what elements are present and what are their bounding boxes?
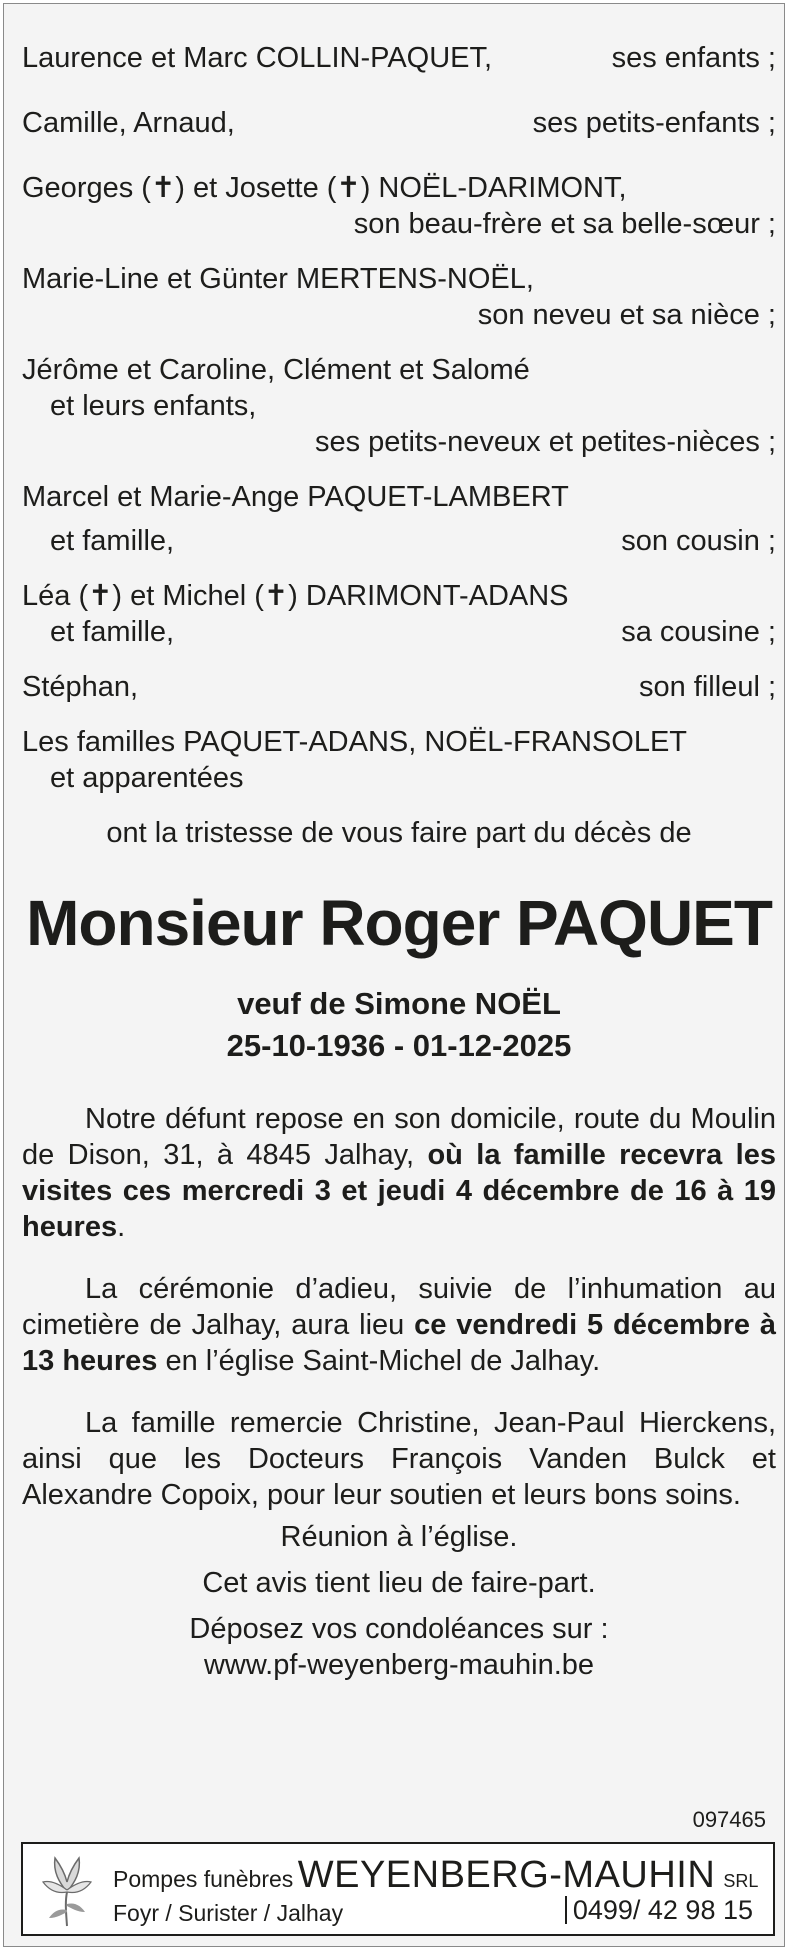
ceremony-place: en l’église Saint-Michel de Jalhay. [157, 1345, 601, 1377]
family-entry [22, 261, 776, 333]
family-relation: son beau-frère et sa belle-sœur ; [353, 208, 776, 240]
family-entry [22, 40, 776, 76]
family-relation: ses petits-enfants ; [532, 107, 776, 139]
family-names: Marcel et Marie-Ange PAQUET-LAMBERT [22, 481, 569, 513]
reference-number: 097465 [692, 1807, 766, 1832]
funeral-home-name [113, 1854, 758, 1897]
announcement-intro: ont la tristesse de vous faire part du décès de [106, 817, 692, 849]
ceremony-datetime: ce vendredi 5 décembre à 13 heures [22, 1309, 776, 1377]
lily-flower-icon [41, 1852, 93, 1928]
family-relation: ses petits-neveux et petites-nièces ; [314, 426, 776, 458]
family-entry [22, 105, 776, 141]
family-relation: son neveu et sa nièce ; [477, 299, 776, 331]
deceased-spouse: veuf de Simone NOËL [237, 986, 561, 1021]
funeral-home-locations: Foyr / Surister / Jalhay [113, 1900, 344, 1926]
family-names: Jérôme et Caroline, Clément et Salomé [22, 354, 530, 386]
visitation-text: Notre défunt repose en son domicile, route du Moulin de Dison, 31, à 4845 Jalhay, [22, 1103, 776, 1171]
family-entry [22, 352, 776, 460]
obituary-card [3, 3, 785, 1947]
thanks-paragraph: La famille remercie Christine, Jean-Paul Hierckens, ainsi que les Docteurs François Vanden Bulck et Alexandre Copoix, pour leur soutien et leurs bons soins. [22, 1407, 776, 1511]
deceased-name: Monsieur Roger PAQUET [26, 887, 772, 959]
ceremony-text: La cérémonie d’adieu, suivie de l’inhumation au cimetière de Jalhay, aura lieu [22, 1273, 776, 1341]
family-entry [22, 578, 776, 650]
family-entry [22, 170, 776, 242]
family-names: et apparentées [50, 762, 244, 794]
family-relation: son cousin ; [621, 525, 776, 557]
funeral-home-banner [21, 1842, 775, 1936]
ceremony-paragraph [22, 1271, 776, 1379]
avis-note: Cet avis tient lieu de faire-part. [202, 1567, 596, 1599]
visitation-paragraph [22, 1101, 776, 1245]
family-names: Léa (✝) et Michel (✝) DARIMONT-ADANS [22, 580, 569, 612]
family-names: Georges (✝) et Josette (✝) NOËL-DARIMONT, [22, 172, 627, 204]
family-entry [22, 724, 776, 796]
funeral-home-legal: SRL [723, 1871, 759, 1891]
family-relation: son filleul ; [638, 671, 776, 703]
obituary-content [22, 40, 776, 1683]
family-relation: sa cousine ; [621, 616, 776, 648]
condolences-website: www.pf-weyenberg-mauhin.be [203, 1649, 595, 1681]
family-entry [22, 479, 776, 559]
family-names: Les familles PAQUET-ADANS, NOËL-FRANSOLET [22, 726, 688, 758]
family-relation: ses enfants ; [611, 42, 776, 74]
family-names: et famille, [50, 525, 175, 557]
visitation-hours: où la famille recevra les visites ces mercredi 3 et jeudi 4 décembre de 16 à 19 heures [22, 1139, 776, 1243]
family-names: Marie-Line et Günter MERTENS-NOËL, [22, 263, 534, 295]
family-names: et leurs enfants, [50, 390, 257, 422]
family-names: Camille, Arnaud, [22, 107, 235, 139]
family-entry [22, 669, 776, 705]
funeral-home-prefix: Pompes funèbres [113, 1866, 294, 1892]
funeral-home-phone: 0499/ 42 98 15 [565, 1896, 753, 1924]
family-names: et famille, [50, 616, 175, 648]
family-names: Stéphan, [22, 671, 139, 703]
condolences-note: Déposez vos condoléances sur : [189, 1613, 609, 1645]
visitation-end: . [117, 1211, 126, 1243]
deceased-dates: 25-10-1936 - 01-12-2025 [226, 1028, 572, 1063]
family-list [22, 40, 776, 796]
funeral-home-company: WEYENBERG-MAUHIN [297, 1854, 716, 1896]
reunion-note: Réunion à l’église. [280, 1521, 518, 1553]
family-names: Laurence et Marc COLLIN-PAQUET, [22, 42, 493, 74]
